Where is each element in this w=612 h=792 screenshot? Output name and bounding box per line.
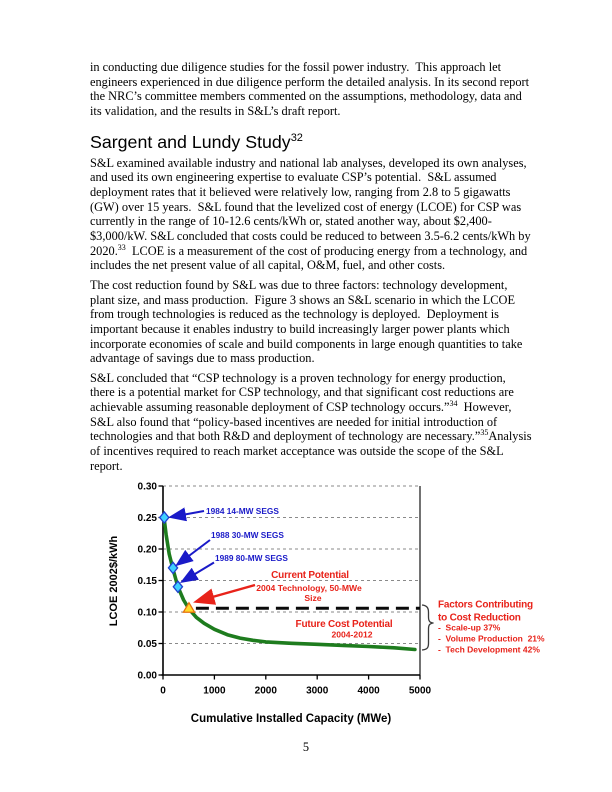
body-paragraph (90, 156, 540, 273)
x-tick-label: 4000 (357, 685, 380, 697)
y-tick-label: 0.25 (137, 513, 157, 524)
annotation-factors-title-1: Factors Contributing (438, 599, 533, 611)
text-line: technologies and that both R&D and deployment of technology are necessary.”$^{35}$Analysis (90, 428, 532, 444)
text-line: advantage of savings due to mass production. (90, 351, 315, 366)
text-line: in conducting due diligence studies for the fossil power industry. This approach let (90, 60, 502, 74)
text-line: 2020.33 LCOE is a measurement of the cost of producing energy from a technology, and (90, 242, 528, 258)
annotation-future-cost-potential-sub: 2004-2012 (331, 629, 373, 640)
text-line: of incentives required to reach market acceptance was outside the scope of the S&L (90, 444, 504, 459)
y-tick-label: 0.20 (137, 544, 157, 556)
text-line: incorporate economies of scale and build components in large enough quantities to take (90, 336, 523, 351)
text-line: important because it enables industry to build increasingly larger power plants which (90, 321, 510, 336)
body-paragraph (90, 371, 540, 474)
arrow-1984-segs-icon (171, 511, 204, 517)
annotation-1984-segs: 1984 14-MW SEGS (206, 506, 279, 516)
text-line: S&L examined available industry and national lab analyses, developed its own analyses, (90, 155, 527, 170)
annotation-future-cost-potential: Future Cost Potential (295, 619, 393, 630)
heading-footnote-superscript: 32 (290, 131, 303, 144)
curly-brace-icon (422, 605, 434, 650)
segs-diamond-marker (168, 562, 177, 573)
footnote-superscript: 35 (480, 428, 489, 438)
annotation-factor-tech-development: - Tech Development 42% (438, 644, 540, 655)
text-line: achievable assuming reasonable deployment of CSP technology occurs.”$^{34}$ However, (90, 399, 512, 415)
text-column (90, 60, 540, 478)
annotation-factor-volume-production: - Volume Production 21% (438, 633, 545, 644)
body-paragraph (90, 60, 540, 119)
y-axis-title: LCOE 2002$/kWh (108, 535, 120, 627)
section-heading-text: Sargent and Lundy Study (90, 131, 291, 152)
annotation-1988-segs: 1988 30-MW SEGS (211, 530, 284, 540)
x-tick-label: 2000 (254, 685, 277, 697)
segs-diamond-marker (160, 512, 169, 523)
text-line: S&L also found that “policy-based incentives are needed for initial introduction of (90, 414, 498, 429)
y-tick-label: 0.05 (137, 639, 157, 650)
text-line: from trough technologies is reduced as the technology is deployed. Deployment is (90, 307, 499, 322)
annotation-factors-title-2: to Cost Reduction (438, 612, 521, 624)
text-line: currently in the range of 10-12.6 cents/kWh or, stated another way, about $2,400- (90, 214, 492, 229)
x-tick-label: 5000 (408, 685, 432, 697)
arrow-1988-segs-icon (178, 540, 211, 565)
section-heading (90, 132, 540, 152)
page-number: 5 (302, 740, 310, 754)
y-tick-label: 0.00 (137, 670, 157, 682)
text-line: plant size, and mass production. Figure 3 shows an S&L scenario in which the LCOE (90, 292, 515, 307)
body-paragraph (90, 278, 540, 366)
footnote-superscript: 34 (449, 399, 458, 409)
x-axis-title: Cumulative Installed Capacity (MWe) (190, 713, 392, 725)
x-tick-label: 0 (160, 685, 166, 697)
text-line: and used its own engineering expertise to evaluate CSP’s potential. S&L assumed (90, 170, 497, 185)
annotation-1989-segs: 1989 80-MW SEGS (215, 553, 288, 563)
text-line: The cost reduction found by S&L was due to three factors: technology development, (90, 277, 508, 292)
text-line: there is a potential market for CSP technology, and that significant cost reductions are (90, 385, 514, 400)
text-line: report. (90, 458, 123, 473)
x-tick-label: 1000 (203, 685, 226, 697)
y-tick-label: 0.15 (137, 576, 157, 587)
text-line: the NRC’s committee members commented on the assumptions, methodology, data and (90, 89, 522, 104)
x-tick-label: 3000 (306, 685, 329, 697)
annotation-current-potential: Current Potential (271, 570, 349, 581)
y-tick-label: 0.10 (137, 607, 157, 619)
annotation-current-potential-sub2: Size (304, 593, 322, 603)
text-line: (GW) over 15 years. S&L found that the levelized cost of energy (LCOE) for CSP was (90, 199, 522, 214)
arrow-1989-segs-icon (183, 563, 215, 582)
footnote-superscript: 33 (117, 242, 126, 252)
figure-3-lcoe-chart (0, 478, 612, 738)
annotation-current-potential-sub: 2004 Technology, 50-MWe (256, 583, 362, 593)
text-line: deployment rates that it believed were relatively low, ranging from 2.8 to 5 gigawatts (90, 184, 511, 199)
y-tick-label: 0.30 (137, 481, 157, 493)
text-line: engineers experienced in due diligence perform the detailed analysis. In its second report (90, 74, 530, 89)
annotation-factor-scale-up: - Scale-up 37% (438, 622, 501, 633)
arrow-current-potential-icon (197, 585, 256, 602)
text-line: its validation, and the results in S&L’s draft report. (90, 103, 341, 118)
text-line: $3,000/kW. S&L concluded that costs could be reduced to between 3.5-6.2 cents/kWh by (90, 228, 531, 243)
text-line: S&L concluded that “CSP technology is a proven technology for energy production, (90, 370, 506, 385)
text-line: includes the net present value of all capital, O&M, fuel, and other costs. (90, 258, 446, 273)
